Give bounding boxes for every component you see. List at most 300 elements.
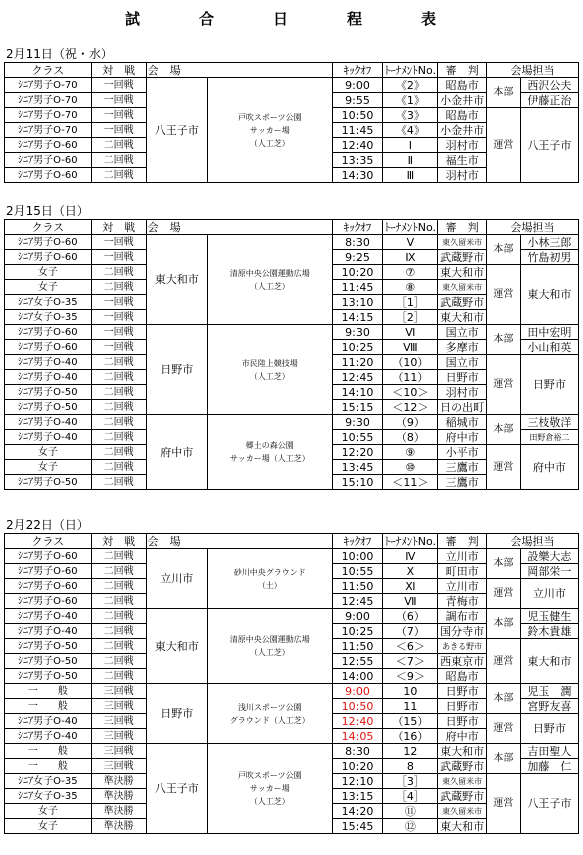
- kickoff-cell: 10:20: [332, 759, 383, 774]
- venue-name-line: 清原中央公園運動広場: [229, 635, 310, 644]
- class-cell: ｼﾆｱ男子O-60: [5, 235, 92, 250]
- venue-city-cell: 八王子市: [146, 744, 207, 834]
- venue-name-line: （土）: [257, 580, 282, 590]
- tournament-no-cell: Ⅱ: [383, 153, 438, 168]
- referee-cell: 武蔵野市: [438, 295, 487, 310]
- table-row: [5, 325, 579, 340]
- venue-name-cell: [207, 609, 332, 684]
- round-cell: 準決勝: [91, 789, 146, 804]
- staff-name-cell: 八王子市: [520, 774, 578, 834]
- class-cell: ｼﾆｱ男子O-60: [5, 564, 92, 579]
- staff-name-cell: 東大和市: [520, 639, 578, 684]
- referee-cell: 東大和市: [438, 310, 487, 325]
- referee-cell: 福生市: [438, 153, 487, 168]
- round-cell: 一回戦: [91, 235, 146, 250]
- class-cell: ｼﾆｱ女子O-35: [5, 774, 92, 789]
- staff-name-cell: 東大和市: [520, 265, 578, 325]
- schedule-table: [4, 62, 579, 183]
- tournament-no-cell: ［1］: [383, 295, 438, 310]
- round-cell: 二回戦: [91, 355, 146, 370]
- referee-cell: 府中市: [438, 729, 487, 744]
- staff-role-cell: 本部: [486, 235, 520, 265]
- staff-name-cell: 岡部栄一: [520, 564, 578, 579]
- class-cell: ｼﾆｱ男子O-70: [5, 108, 92, 123]
- kickoff-cell: 9:00: [332, 684, 383, 699]
- class-cell: ｼﾆｱ男子O-60: [5, 549, 92, 564]
- header-referee: 審 判: [438, 63, 487, 78]
- round-cell: 準決勝: [91, 819, 146, 834]
- round-cell: 二回戦: [91, 654, 146, 669]
- round-cell: 二回戦: [91, 609, 146, 624]
- kickoff-cell: 13:10: [332, 295, 383, 310]
- kickoff-cell: 10:00: [332, 549, 383, 564]
- class-cell: ｼﾆｱ男子O-50: [5, 639, 92, 654]
- staff-name-cell: 吉田聖人: [520, 744, 578, 759]
- class-cell: ｼﾆｱ男子O-40: [5, 415, 92, 430]
- round-cell: 一回戦: [91, 93, 146, 108]
- round-cell: 一回戦: [91, 250, 146, 265]
- venue-name-line: 砂川中央グラウンド: [233, 567, 306, 577]
- kickoff-cell: 10:50: [332, 108, 383, 123]
- staff-name-cell: 小林三郎: [520, 235, 578, 250]
- header-venue-staff: 会場担当: [486, 534, 578, 549]
- staff-name-cell: 竹島初男: [520, 250, 578, 265]
- tournament-no-cell: ⑩: [383, 460, 438, 475]
- table-row: [5, 78, 579, 93]
- staff-role-cell: 運営: [486, 714, 520, 744]
- staff-name-cell: 田中宏明: [520, 325, 578, 340]
- header-row: [5, 534, 579, 549]
- tournament-no-cell: ［4］: [383, 789, 438, 804]
- staff-role-cell: 本部: [486, 744, 520, 774]
- staff-name-cell: 児玉 潤: [520, 684, 578, 699]
- venue-name-line: サッカー場（人工芝）: [229, 454, 310, 463]
- tournament-no-cell: （8）: [383, 430, 438, 445]
- class-cell: ｼﾆｱ男子O-40: [5, 624, 92, 639]
- referee-cell: 羽村市: [438, 138, 487, 153]
- tournament-no-cell: 12: [383, 744, 438, 759]
- referee-cell: 国立市: [438, 325, 487, 340]
- round-cell: 三回戦: [91, 729, 146, 744]
- round-cell: 二回戦: [91, 400, 146, 415]
- staff-role-cell: 運営: [486, 639, 520, 684]
- staff-role-cell: 運営: [486, 774, 520, 834]
- class-cell: ｼﾆｱ男子O-40: [5, 370, 92, 385]
- kickoff-cell: 12:40: [332, 138, 383, 153]
- kickoff-cell: 12:45: [332, 594, 383, 609]
- round-cell: 二回戦: [91, 445, 146, 460]
- tournament-no-cell: （16）: [383, 729, 438, 744]
- header-referee: 審 判: [438, 534, 487, 549]
- class-cell: 一 般: [5, 684, 92, 699]
- referee-cell: 昭島市: [438, 78, 487, 93]
- class-cell: ｼﾆｱ男子O-60: [5, 594, 92, 609]
- tournament-no-cell: Ⅰ: [383, 138, 438, 153]
- round-cell: 二回戦: [91, 370, 146, 385]
- tournament-no-cell: 10: [383, 684, 438, 699]
- class-cell: ｼﾆｱ男子O-40: [5, 355, 92, 370]
- tournament-no-cell: Ⅷ: [383, 340, 438, 355]
- section-date: 2月11日（祝・水）: [6, 47, 113, 61]
- staff-name-cell: 小山和英: [520, 340, 578, 355]
- class-cell: ｼﾆｱ男子O-50: [5, 475, 92, 490]
- class-cell: ｼﾆｱ男子O-50: [5, 400, 92, 415]
- round-cell: 二回戦: [91, 594, 146, 609]
- kickoff-cell: 15:15: [332, 400, 383, 415]
- referee-cell: 調布市: [438, 609, 487, 624]
- kickoff-cell: 15:45: [332, 819, 383, 834]
- class-cell: ｼﾆｱ男子O-70: [5, 78, 92, 93]
- referee-cell: 国立市: [438, 355, 487, 370]
- referee-cell: 羽村市: [438, 385, 487, 400]
- referee-cell: 昭島市: [438, 669, 487, 684]
- staff-name-cell: 日野市: [520, 355, 578, 415]
- venue-name-line: （人工芝）: [249, 138, 290, 148]
- class-cell: ｼﾆｱ男子O-40: [5, 714, 92, 729]
- header-class: クラス: [5, 534, 92, 549]
- referee-cell: 日の出町: [438, 400, 487, 415]
- venue-name-cell: [207, 684, 332, 744]
- round-cell: 二回戦: [91, 430, 146, 445]
- kickoff-cell: 14:30: [332, 168, 383, 183]
- header-class: クラス: [5, 220, 92, 235]
- venue-name-line: 郷土の森公園: [245, 441, 294, 450]
- kickoff-cell: 9:30: [332, 415, 383, 430]
- class-cell: ｼﾆｱ男子O-50: [5, 669, 92, 684]
- venue-name-cell: [207, 549, 332, 609]
- referee-cell: 昭島市: [438, 108, 487, 123]
- kickoff-cell: 11:45: [332, 280, 383, 295]
- referee-cell: 国分寺市: [438, 624, 487, 639]
- tournament-no-cell: ＜12＞: [383, 400, 438, 415]
- round-cell: 三回戦: [91, 699, 146, 714]
- header-venue: 会 場: [146, 220, 332, 235]
- referee-cell: 日野市: [438, 699, 487, 714]
- class-cell: ｼﾆｱ男子O-60: [5, 168, 92, 183]
- staff-name-cell: 日野市: [520, 714, 578, 744]
- header-match: 対 戦: [91, 534, 146, 549]
- header-referee: 審 判: [438, 220, 487, 235]
- class-cell: ｼﾆｱ男子O-60: [5, 579, 92, 594]
- kickoff-cell: 9:25: [332, 250, 383, 265]
- venue-name-cell: [207, 78, 332, 183]
- referee-cell: 三鷹市: [438, 460, 487, 475]
- tournament-no-cell: Ⅵ: [383, 325, 438, 340]
- round-cell: 一回戦: [91, 78, 146, 93]
- staff-name-cell: 設樂大志: [520, 549, 578, 564]
- kickoff-cell: 11:20: [332, 355, 383, 370]
- staff-role-cell: 本部: [486, 415, 520, 445]
- referee-cell: 日野市: [438, 714, 487, 729]
- kickoff-cell: 10:25: [332, 340, 383, 355]
- table-row: [5, 684, 579, 699]
- header-row: [5, 220, 579, 235]
- kickoff-cell: 12:40: [332, 714, 383, 729]
- tournament-no-cell: 《4》: [383, 123, 438, 138]
- kickoff-cell: 10:50: [332, 699, 383, 714]
- kickoff-cell: 10:20: [332, 265, 383, 280]
- class-cell: 女子: [5, 445, 92, 460]
- round-cell: 二回戦: [91, 564, 146, 579]
- referee-cell: 羽村市: [438, 168, 487, 183]
- referee-cell: 稲城市: [438, 415, 487, 430]
- kickoff-cell: 9:00: [332, 78, 383, 93]
- venue-name-cell: [207, 744, 332, 834]
- kickoff-cell: 15:10: [332, 475, 383, 490]
- header-kickoff: ｷｯｸｵﾌ: [332, 220, 383, 235]
- tournament-no-cell: （15）: [383, 714, 438, 729]
- tournament-no-cell: ＜11＞: [383, 475, 438, 490]
- class-cell: 女子: [5, 280, 92, 295]
- tournament-no-cell: ＜6＞: [383, 639, 438, 654]
- round-cell: 三回戦: [91, 744, 146, 759]
- header-venue: 会 場: [146, 63, 332, 78]
- staff-name-cell: 鈴木貴雄: [520, 624, 578, 639]
- tournament-no-cell: （9）: [383, 415, 438, 430]
- staff-name-cell: 宮野友喜: [520, 699, 578, 714]
- referee-cell: 武蔵野市: [438, 789, 487, 804]
- header-class: クラス: [5, 63, 92, 78]
- staff-name-cell: 立川市: [520, 579, 578, 609]
- class-cell: 一 般: [5, 759, 92, 774]
- tournament-no-cell: ［3］: [383, 774, 438, 789]
- round-cell: 準決勝: [91, 804, 146, 819]
- referee-cell: 西東京市: [438, 654, 487, 669]
- venue-name-line: （人工芝）: [249, 648, 290, 657]
- kickoff-cell: 10:25: [332, 624, 383, 639]
- tournament-no-cell: （6）: [383, 609, 438, 624]
- venue-city-cell: 東大和市: [146, 235, 207, 325]
- tournament-no-cell: ⑧: [383, 280, 438, 295]
- staff-name-cell: 三枝敬洋: [520, 415, 578, 430]
- round-cell: 一回戦: [91, 295, 146, 310]
- staff-role-cell: 運営: [486, 108, 520, 183]
- referee-cell: 三鷹市: [438, 475, 487, 490]
- venue-name-line: （人工芝）: [249, 797, 290, 806]
- venue-city-cell: 府中市: [146, 415, 207, 490]
- tournament-no-cell: Ⅺ: [383, 579, 438, 594]
- referee-cell: 立川市: [438, 549, 487, 564]
- staff-role-cell: 運営: [486, 265, 520, 325]
- class-cell: 女子: [5, 819, 92, 834]
- header-match: 対 戦: [91, 63, 146, 78]
- venue-name-cell: [207, 235, 332, 325]
- tournament-no-cell: ⑦: [383, 265, 438, 280]
- tournament-no-cell: ＜7＞: [383, 654, 438, 669]
- round-cell: 二回戦: [91, 639, 146, 654]
- kickoff-cell: 11:45: [332, 123, 383, 138]
- table-row: [5, 415, 579, 430]
- table-row: [5, 609, 579, 624]
- staff-role-cell: 運営: [486, 579, 520, 609]
- schedule-table: [4, 219, 579, 490]
- class-cell: ｼﾆｱ男子O-50: [5, 385, 92, 400]
- venue-city-cell: 東大和市: [146, 609, 207, 684]
- round-cell: 二回戦: [91, 168, 146, 183]
- referee-cell: 武蔵野市: [438, 250, 487, 265]
- round-cell: 準決勝: [91, 774, 146, 789]
- staff-name-cell: 伊藤正治: [520, 93, 578, 108]
- kickoff-cell: 11:50: [332, 579, 383, 594]
- round-cell: 二回戦: [91, 579, 146, 594]
- round-cell: 二回戦: [91, 280, 146, 295]
- class-cell: ｼﾆｱ男子O-60: [5, 153, 92, 168]
- staff-role-cell: 本部: [486, 78, 520, 108]
- schedule-table: [4, 533, 579, 834]
- round-cell: 一回戦: [91, 108, 146, 123]
- table-row: [5, 744, 579, 759]
- round-cell: 三回戦: [91, 759, 146, 774]
- tournament-no-cell: ⑪: [383, 804, 438, 819]
- round-cell: 三回戦: [91, 684, 146, 699]
- kickoff-cell: 12:10: [332, 774, 383, 789]
- round-cell: 二回戦: [91, 475, 146, 490]
- round-cell: 二回戦: [91, 624, 146, 639]
- tournament-no-cell: Ⅴ: [383, 235, 438, 250]
- tournament-no-cell: （11）: [383, 370, 438, 385]
- header-match: 対 戦: [91, 220, 146, 235]
- tournament-no-cell: ⑨: [383, 445, 438, 460]
- venue-city-cell: 立川市: [146, 549, 207, 609]
- staff-role-cell: 本部: [486, 325, 520, 355]
- referee-cell: 東久留米市: [438, 804, 487, 819]
- header-tournament-no: ﾄｰﾅﾒﾝﾄNo.: [384, 220, 436, 234]
- staff-name-cell: 加藤 仁: [520, 759, 578, 774]
- kickoff-cell: 11:50: [332, 639, 383, 654]
- class-cell: ｼﾆｱ男子O-70: [5, 93, 92, 108]
- venue-name-line: サッカー場: [249, 125, 290, 135]
- table-row: [5, 235, 579, 250]
- tournament-no-cell: Ⅳ: [383, 549, 438, 564]
- staff-name-cell: 児玉健生: [520, 609, 578, 624]
- kickoff-cell: 14:05: [332, 729, 383, 744]
- round-cell: 一回戦: [91, 340, 146, 355]
- staff-role-cell: 本部: [486, 684, 520, 714]
- referee-cell: 東大和市: [438, 819, 487, 834]
- referee-cell: 町田市: [438, 564, 487, 579]
- referee-cell: 小金井市: [438, 123, 487, 138]
- kickoff-cell: 10:55: [332, 564, 383, 579]
- kickoff-cell: 13:45: [332, 460, 383, 475]
- tournament-no-cell: （7）: [383, 624, 438, 639]
- tournament-no-cell: ［2］: [383, 310, 438, 325]
- tournament-no-cell: 《2》: [383, 78, 438, 93]
- tournament-no-cell: ⑫: [383, 819, 438, 834]
- venue-name-line: サッカー場: [249, 784, 290, 793]
- round-cell: 二回戦: [91, 265, 146, 280]
- tournament-no-cell: ＜10＞: [383, 385, 438, 400]
- staff-name-cell: 府中市: [520, 445, 578, 490]
- header-tournament-no: ﾄｰﾅﾒﾝﾄNo.: [384, 534, 436, 548]
- round-cell: 二回戦: [91, 385, 146, 400]
- kickoff-cell: 9:55: [332, 93, 383, 108]
- staff-role-cell: 本部: [486, 549, 520, 579]
- tournament-no-cell: Ⅲ: [383, 168, 438, 183]
- tournament-no-cell: Ⅹ: [383, 564, 438, 579]
- referee-cell: 府中市: [438, 430, 487, 445]
- tournament-no-cell: 《1》: [383, 93, 438, 108]
- referee-cell: 東久留米市: [438, 280, 487, 295]
- referee-cell: 日野市: [438, 370, 487, 385]
- referee-cell: 東久留米市: [438, 774, 487, 789]
- class-cell: ｼﾆｱ男子O-60: [5, 250, 92, 265]
- staff-name-cell: 八王子市: [520, 108, 578, 183]
- referee-cell: 多摩市: [438, 340, 487, 355]
- header-row: [5, 63, 579, 78]
- referee-cell: 立川市: [438, 579, 487, 594]
- class-cell: ｼﾆｱ男子O-50: [5, 654, 92, 669]
- class-cell: ｼﾆｱ男子O-60: [5, 138, 92, 153]
- class-cell: 女子: [5, 460, 92, 475]
- venue-name-line: 戸吹スポーツ公園: [237, 771, 302, 780]
- kickoff-cell: 13:35: [332, 153, 383, 168]
- class-cell: ｼﾆｱ男子O-40: [5, 430, 92, 445]
- header-kickoff: ｷｯｸｵﾌ: [332, 63, 383, 78]
- referee-cell: 青梅市: [438, 594, 487, 609]
- class-cell: 一 般: [5, 744, 92, 759]
- tournament-no-cell: Ⅶ: [383, 594, 438, 609]
- round-cell: 二回戦: [91, 669, 146, 684]
- venue-name-line: （人工芝）: [249, 281, 290, 291]
- class-cell: 女子: [5, 265, 92, 280]
- round-cell: 二回戦: [91, 153, 146, 168]
- header-kickoff: ｷｯｸｵﾌ: [332, 534, 383, 549]
- kickoff-cell: 9:00: [332, 609, 383, 624]
- referee-cell: あきる野市: [438, 639, 487, 654]
- class-cell: ｼﾆｱ男子O-40: [5, 609, 92, 624]
- tournament-no-cell: 《3》: [383, 108, 438, 123]
- class-cell: ｼﾆｱ女子O-35: [5, 789, 92, 804]
- venue-name-line: 清原中央公園運動広場: [229, 268, 310, 278]
- header-venue: 会 場: [146, 534, 332, 549]
- round-cell: 一回戦: [91, 310, 146, 325]
- kickoff-cell: 8:30: [332, 235, 383, 250]
- page-title: 試 合 日 程 表: [124, 10, 458, 28]
- referee-cell: 東大和市: [438, 265, 487, 280]
- kickoff-cell: 12:45: [332, 370, 383, 385]
- referee-cell: 日野市: [438, 684, 487, 699]
- class-cell: ｼﾆｱ男子O-70: [5, 123, 92, 138]
- venue-city-cell: 日野市: [146, 684, 207, 744]
- tournament-no-cell: ＜9＞: [383, 669, 438, 684]
- referee-cell: 東大和市: [438, 744, 487, 759]
- kickoff-cell: 12:20: [332, 445, 383, 460]
- round-cell: 二回戦: [91, 415, 146, 430]
- tournament-no-cell: 8: [383, 759, 438, 774]
- round-cell: 二回戦: [91, 549, 146, 564]
- venue-city-cell: 日野市: [146, 325, 207, 415]
- class-cell: 一 般: [5, 699, 92, 714]
- round-cell: 三回戦: [91, 714, 146, 729]
- staff-name-cell: 西沢公夫: [520, 78, 578, 93]
- kickoff-cell: 14:15: [332, 310, 383, 325]
- class-cell: ｼﾆｱ女子O-35: [5, 295, 92, 310]
- venue-name-cell: [207, 325, 332, 415]
- class-cell: ｼﾆｱ男子O-60: [5, 325, 92, 340]
- round-cell: 一回戦: [91, 325, 146, 340]
- header-venue-staff: 会場担当: [486, 220, 578, 235]
- tournament-no-cell: Ⅸ: [383, 250, 438, 265]
- kickoff-cell: 12:55: [332, 654, 383, 669]
- staff-role-cell: 本部: [486, 609, 520, 639]
- class-cell: 女子: [5, 804, 92, 819]
- venue-name-line: （人工芝）: [249, 371, 290, 381]
- round-cell: 一回戦: [91, 123, 146, 138]
- kickoff-cell: 13:15: [332, 789, 383, 804]
- venue-name-line: 市民陸上競技場: [241, 358, 298, 368]
- referee-cell: 武蔵野市: [438, 759, 487, 774]
- round-cell: 二回戦: [91, 460, 146, 475]
